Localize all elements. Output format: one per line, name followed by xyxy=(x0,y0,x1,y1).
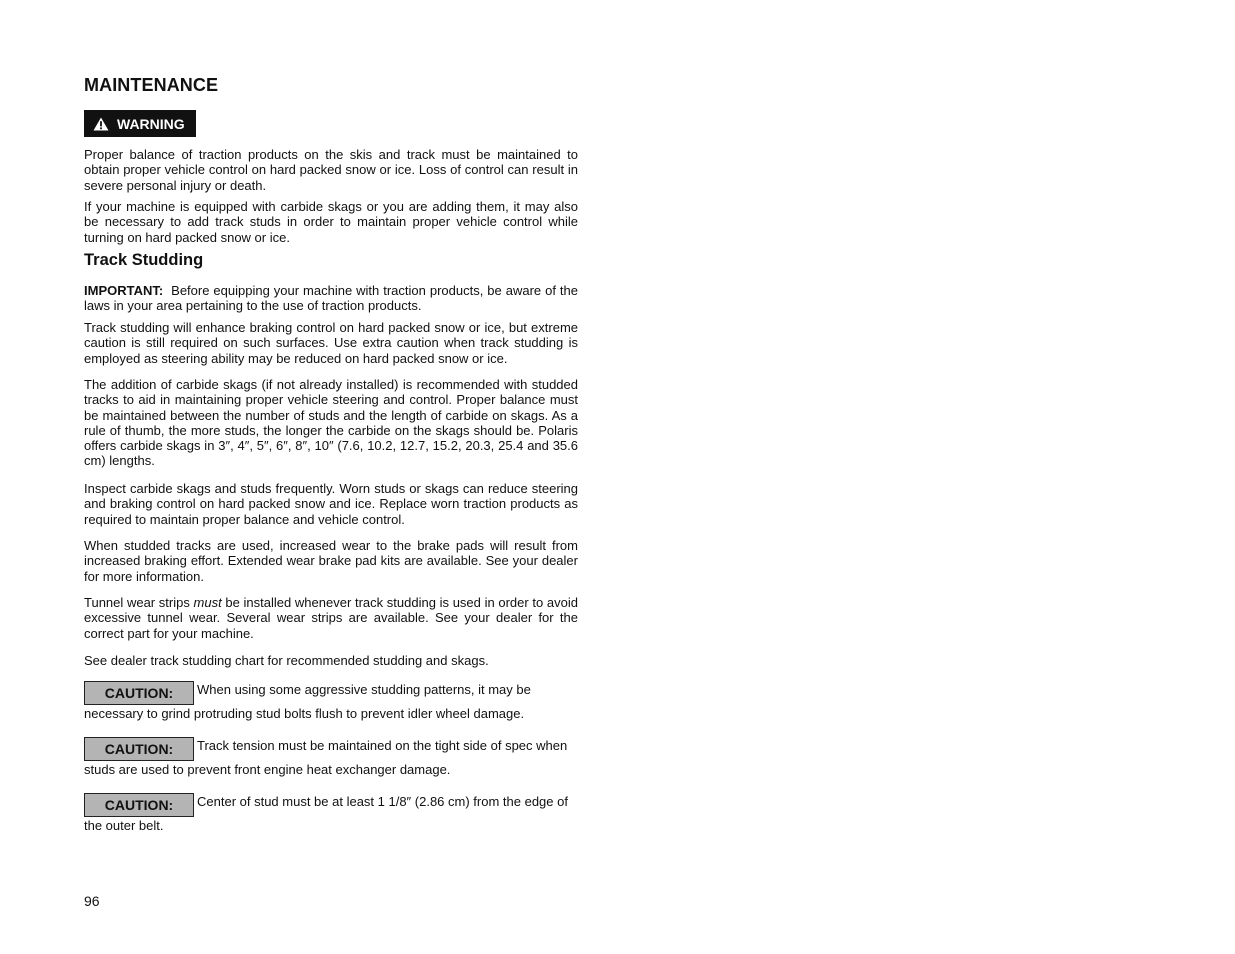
page-number: 96 xyxy=(84,893,100,909)
warning-badge xyxy=(84,110,196,137)
caution-text: When using some aggressive studding patterns, it may be necessary to grind protruding stud bolts flush to prevent idler wheel damage. xyxy=(84,682,531,721)
body-paragraph: The addition of carbide skags (if not already installed) is recommended with studded tracks to aid in maintaining proper vehicle steering and control. Proper balance must be maintained between the number of studs and the length of carbide on skags. As a rule of thumb, the more studs, the longer the carbide on the skags should be. Polaris offers carbide skags in 3″, 4″, 5″, 6″, 8″, 10″ (7.6, 10.2, 12.7, 15.2, 20.3, 25.4 and 35.6 cm) lengths. xyxy=(84,377,578,469)
body-paragraph: When studded tracks are used, increased wear to the brake pads will result from increased braking effort. Extended wear brake pad kits are available. See your dealer for more information. xyxy=(84,538,578,584)
warning-label: WARNING xyxy=(117,115,185,132)
caution-note xyxy=(84,681,584,722)
important-text: Before equipping your machine with traction products, be aware of the laws in your area pertaining to the use of traction products. xyxy=(84,283,578,314)
caution-note xyxy=(84,737,584,778)
caution-badge: CAUTION: xyxy=(84,681,194,705)
body-paragraph: Inspect carbide skags and studs frequently. Worn studs or skags can reduce steering and braking control on hard packed snow and ice. Replace worn traction products as required to maintain proper balance and vehicle control. xyxy=(84,481,578,527)
body-paragraph: Track studding will enhance braking control on hard packed snow or ice, but extreme caution is still required on such surfaces. Use extra caution when track studding is employed as steering ability may be reduced on hard packed snow or ice. xyxy=(84,320,578,366)
tunnel-paragraph xyxy=(84,595,578,641)
warning-triangle-icon xyxy=(93,117,109,131)
caution-text: Track tension must be maintained on the tight side of spec when studs are used to prevent front engine heat exchanger damage. xyxy=(84,738,568,777)
tunnel-text-after: be installed whenever track studding is used in order to avoid excessive tunnel wear. Several wear strips are available. See your dealer for the correct part for your machine. xyxy=(84,595,578,641)
page-title: MAINTENANCE xyxy=(84,75,219,95)
section-subheading: Track Studding xyxy=(84,251,204,269)
warning-paragraph: Proper balance of traction products on the skis and track must be maintained to obtain proper vehicle control on hard packed snow or ice. Loss of control can result in severe personal injury or death. xyxy=(84,147,578,193)
tunnel-text-before: Tunnel wear strips xyxy=(84,595,194,610)
important-note xyxy=(84,283,578,314)
chart-note: See dealer track studding chart for recommended studding and skags. xyxy=(84,653,489,668)
important-label: IMPORTANT: xyxy=(84,283,164,298)
caution-badge: CAUTION: xyxy=(84,793,194,817)
caution-badge: CAUTION: xyxy=(84,737,194,761)
warning-paragraph: If your machine is equipped with carbide skags or you are adding them, it may also be necessary to add track studs in order to maintain proper vehicle control while turning on hard packed snow or ice. xyxy=(84,199,578,245)
caution-text: Center of stud must be at least 1 1/8″ (2.86 cm) from the edge of the outer belt. xyxy=(84,794,568,833)
caution-note xyxy=(84,793,584,834)
tunnel-emphasis: must xyxy=(193,595,222,610)
